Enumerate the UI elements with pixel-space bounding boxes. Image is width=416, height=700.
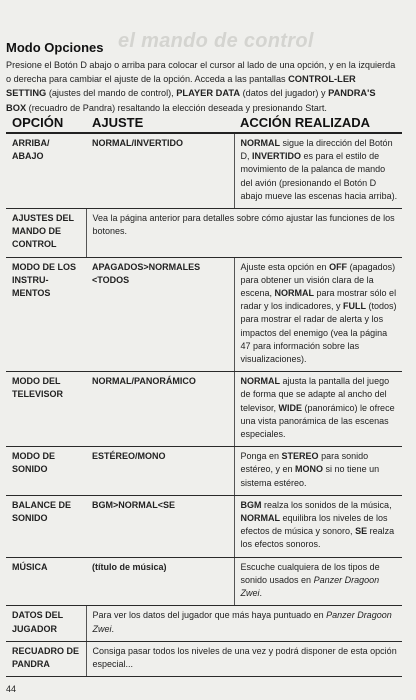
table-body [6, 133, 402, 677]
page-number: 44 [6, 684, 17, 694]
option-name: ARRIBA/ ABAJO [6, 133, 86, 209]
option-description: Consiga pasar todos los niveles de una vez y podrá disponer de esta opción especial... [86, 641, 402, 676]
action-description: NORMAL ajusta la pantalla del juego de forma que se adapte al ancho del televisor, WIDE (panorámico) le ofrece una vista panorámica de las escenas especiales. [234, 372, 402, 447]
action-description: NORMAL sigue la dirección del Botón D, INVERTIDO es para el estilo de movimiento de la palanca de mando del avión (presionando el Botón D abajo mueve las escenas hacia arriba). [234, 133, 402, 209]
table-row [6, 557, 402, 606]
option-name: AJUSTES DEL MANDO DE CONTROL [6, 209, 86, 258]
table-row [6, 372, 402, 447]
intro-paragraph: Presione el Botón D abajo o arriba para colocar el cursor al lado de una opción, y en la izquierda o derecha para cambiar el ajuste de la opción. Acceda a las pantallas CONTROL-LER SETTING (ajustes del mando de control), PLAYER DATA (datos del jugador) y PANDRA'S BOX (recuadro de Pandra) resaltando la elección deseada y presionando Start. [6, 60, 396, 113]
setting-value: APAGADOS>NORMALES <TODOS [86, 257, 234, 372]
action-description: Ajuste esta opción en OFF (apagados) para obtener un visión clara de la escena, NORMAL para mostrar sólo el radar y los indicadores, y FULL (todos) para mostrar el radar de alerta y los impactos del enemigo (vea la página 47 para información sobre las visualizaciones). [234, 257, 402, 372]
action-description: BGM realza los sonidos de la música, NORMAL equilibra los niveles de los efectos de música y sonoro, SE realza los efectos sonoros. [234, 495, 402, 557]
action-description: Ponga en STEREO para sonido estéreo, y en MONO si no tiene un sistema estéreo. [234, 447, 402, 496]
setting-value: ESTÉREO/MONO [86, 447, 234, 496]
option-name: BALANCE DE SONIDO [6, 495, 86, 557]
setting-value: NORMAL/PANORÁMICO [86, 372, 234, 447]
option-name: DATOS DEL JUGADOR [6, 606, 86, 641]
header-option: OPCIÓN [6, 112, 86, 133]
option-description: Para ver los datos del jugador que más haya puntuado en Panzer Dragoon Zwei. [86, 606, 402, 641]
header-action: ACCIÓN REALIZADA [234, 112, 402, 133]
action-description: Escuche cualquiera de los tipos de sonido usados en Panzer Dragoon Zwei. [234, 557, 402, 606]
option-name: MODO DE SONIDO [6, 447, 86, 496]
table-row [6, 133, 402, 209]
table-header-row [6, 112, 402, 133]
table-row [6, 209, 402, 258]
setting-value: BGM>NORMAL<SE [86, 495, 234, 557]
table-row [6, 257, 402, 372]
setting-value: NORMAL/INVERTIDO [86, 133, 234, 209]
option-name: RECUADRO DE PANDRA [6, 641, 86, 676]
option-description: Vea la página anterior para detalles sobre cómo ajustar las funciones de los botones. [86, 209, 402, 258]
setting-value: (título de música) [86, 557, 234, 606]
options-table [6, 112, 402, 677]
option-name: MODO DEL TELEVISOR [6, 372, 86, 447]
table-row [6, 606, 402, 641]
bleed-through-heading: el mando de control [118, 30, 314, 52]
option-name: MÚSICA [6, 557, 86, 606]
table-row [6, 447, 402, 496]
table-row [6, 641, 402, 676]
option-name: MODO DE LOS INSTRU-MENTOS [6, 257, 86, 372]
header-setting: AJUSTE [86, 112, 234, 133]
table-row [6, 495, 402, 557]
page-title: Modo Opciones [6, 40, 104, 55]
